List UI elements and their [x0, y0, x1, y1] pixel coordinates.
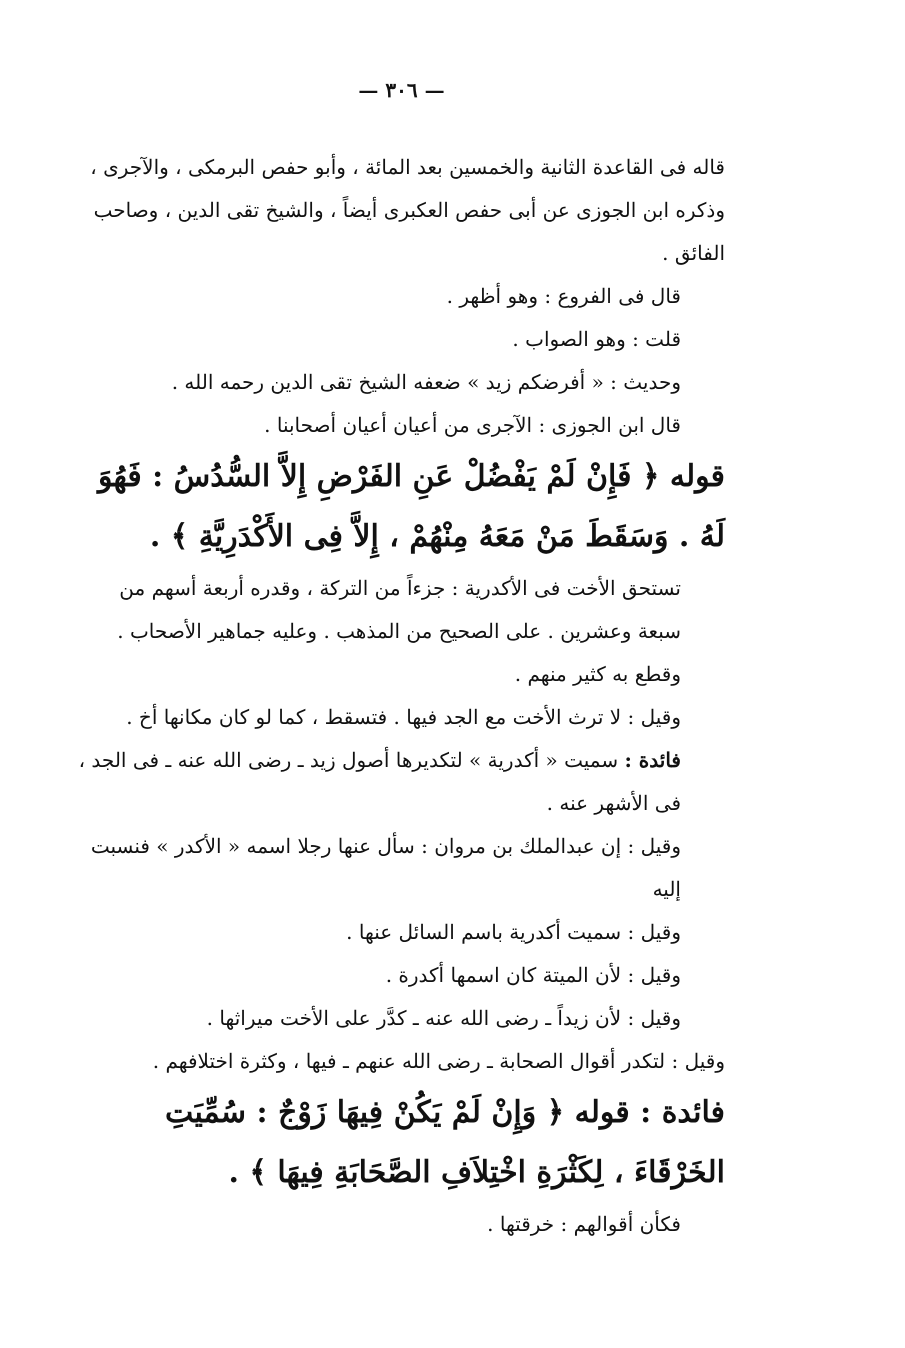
paragraph: وقيل : لتكدر أقوال الصحابة ـ رضى الله عنهم ـ فيها ، وكثرة اختلافهم .	[152, 1049, 725, 1073]
page-number: — ٣٠٦ —	[358, 78, 445, 102]
note-heading	[78, 1083, 725, 1203]
paragraph: قال ابن الجوزى : الآجرى من أعيان أعيان أصحابنا .	[264, 413, 681, 437]
paragraph: وحديث : « أفرضكم زيد » ضعفه الشيخ تقى الدين رحمه الله .	[171, 370, 681, 394]
note-text: قوله ﴿ وَإِنْ لَمْ يَكُنْ فِيهَا زَوْجٌ : سُمِّيَتِ الخَرْقَاءَ ، لِكَثْرَةِ اخْتِلاَفِ الصَّحَابَةِ فِيهَا ﴾ .	[165, 1095, 725, 1190]
page-body	[78, 146, 725, 1246]
quoted-text-heading: قوله ﴿ فَإِنْ لَمْ يَفْضُلْ عَنِ الفَرْضِ إِلاَّ السُّدُسُ : فَهُوَ لَهُ . وَسَقَطَ مَنْ مَعَهُ مِنْهُمْ ، إِلاَّ فِى الأَكْدَرِيَّةِ ﴾ .	[98, 459, 725, 554]
paragraph: وقيل : سميت أكدرية باسم السائل عنها .	[346, 920, 681, 944]
paragraph: وقيل : إن عبدالملك بن مروان : سأل عنها رجلا اسمه « الأكدر » فنسبت إليه	[90, 834, 681, 901]
note-lead: فائدة :	[640, 1095, 725, 1130]
paragraph: تستحق الأخت فى الأكدرية : جزءاً من التركة ، وقدره أربعة أسهم من سبعة وعشرين . على الصحيح من المذهب . وعليه جماهير الأصحاب . وقطع به كثير منهم .	[117, 576, 681, 686]
paragraph: وقيل : لأن زيداً ـ رضى الله عنه ـ كدَّر على الأخت ميراثها .	[206, 1006, 681, 1030]
paragraph: فكأن أقوالهم : خرقتها .	[487, 1212, 681, 1236]
note-lead: فائدة :	[624, 748, 681, 772]
paragraph: وقيل : لا ترث الأخت مع الجد فيها . فتسقط ، كما لو كان مكانها أخ .	[126, 705, 681, 729]
paragraph: قاله فى القاعدة الثانية والخمسين بعد المائة ، وأبو حفص البرمكى ، والآجرى ، وذكره ابن الجوزى عن أبى حفص العكبرى أيضاً ، والشيخ تقى الدين ، وصاحب الفائق .	[90, 155, 725, 265]
paragraph: قال فى الفروع : وهو أظهر .	[446, 284, 681, 308]
note-text: سميت « أكدرية » لتكديرها أصول زيد ـ رضى الله عنه ـ فى الجد ، فى الأشهر عنه .	[78, 748, 681, 815]
paragraph: وقيل : لأن الميتة كان اسمها أكدرة .	[385, 963, 681, 987]
note-paragraph	[78, 739, 725, 825]
paragraph: قلت : وهو الصواب .	[512, 327, 681, 351]
